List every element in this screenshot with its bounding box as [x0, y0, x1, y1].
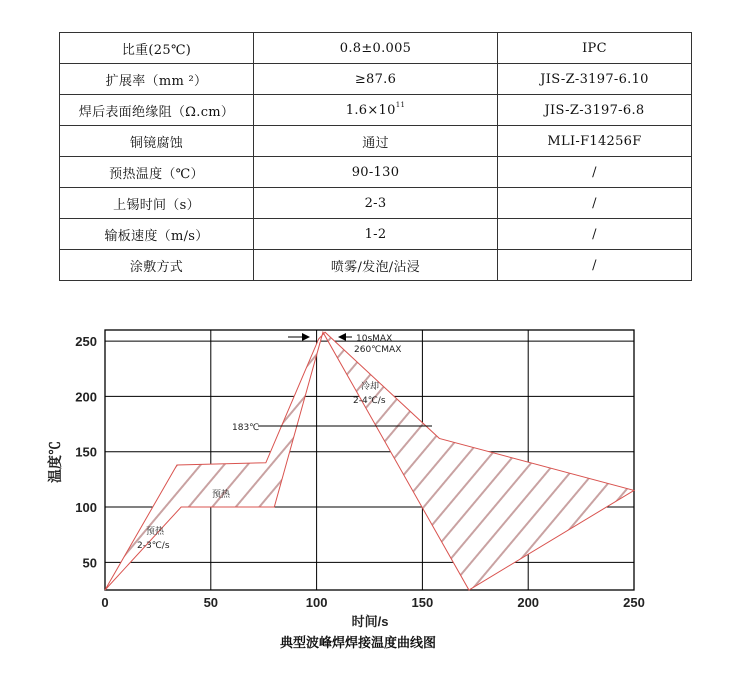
- spec-value: $1.6\times 10^{11}$: [254, 95, 498, 126]
- exponent: 11: [395, 100, 406, 109]
- spec-property: 预热温度（℃）: [60, 157, 254, 188]
- y-axis-label: 温度℃: [47, 441, 63, 483]
- annotation-cool-label: 冷却: [361, 382, 380, 392]
- x-tick-label: 100: [305, 595, 328, 610]
- temperature-band: [105, 332, 634, 590]
- y-tick-label: 100: [75, 500, 97, 516]
- spec-value: 通过: [254, 126, 498, 157]
- chart-grid: [105, 330, 634, 590]
- x-axis-label: 时间/s: [351, 614, 389, 629]
- annotation-peak-temp: 260℃MAX: [354, 345, 402, 355]
- annotation-peak-time: 10sMAX: [356, 334, 393, 344]
- y-tick-label: 200: [75, 389, 97, 405]
- spec-property: 铜镜腐蚀: [60, 126, 254, 157]
- spec-standard: /: [498, 188, 692, 219]
- spec-standard: /: [498, 157, 692, 188]
- spec-value: 1-2: [254, 219, 498, 250]
- spec-standard: /: [498, 250, 692, 281]
- x-tick-label: 200: [517, 595, 540, 610]
- spec-property: 输板速度（m/s）: [60, 219, 254, 250]
- spec-value: 0.8±0.005: [254, 33, 498, 64]
- spec-property: 比重(25℃): [60, 33, 254, 64]
- spec-standard: JIS-Z-3197-6.8: [498, 95, 692, 126]
- x-tick-label: 50: [203, 595, 219, 610]
- y-tick-label: 150: [75, 444, 97, 460]
- annotation-preheat1-label: 预热: [146, 527, 165, 537]
- x-tick-label: 150: [411, 595, 434, 610]
- spec-value: 90-130: [254, 157, 498, 188]
- x-tick-label: 0: [101, 595, 109, 610]
- annotation-preheat1-rate: 2-3℃/s: [137, 541, 170, 551]
- annotation-cool-rate: 2-4℃/s: [353, 396, 386, 406]
- spec-property: 焊后表面绝缘阻（Ω.cm）: [60, 95, 254, 126]
- annotation-preheat2-label: 预热: [212, 490, 231, 500]
- spec-value: ≥87.6: [254, 64, 498, 95]
- plot-frame: [105, 330, 634, 590]
- y-tick-label: 250: [75, 334, 97, 350]
- spec-standard: IPC: [498, 33, 692, 64]
- spec-property: 涂敷方式: [60, 250, 254, 281]
- spec-standard: JIS-Z-3197-6.10: [498, 64, 692, 95]
- spec-value: 喷雾/发泡/沾浸: [254, 250, 498, 281]
- chart-caption: 典型波峰焊焊接温度曲线图: [279, 636, 437, 651]
- y-tick-label: 50: [82, 555, 97, 571]
- x-tick-label: 250: [623, 595, 645, 610]
- spec-property: 上锡时间（s）: [60, 188, 254, 219]
- spec-standard: /: [498, 219, 692, 250]
- spec-property: 扩展率（mm ²）: [60, 64, 254, 95]
- annotation-183: 183℃: [232, 423, 260, 433]
- spec-standard: MLI-F14256F: [498, 126, 692, 157]
- spec-value: 2-3: [254, 188, 498, 219]
